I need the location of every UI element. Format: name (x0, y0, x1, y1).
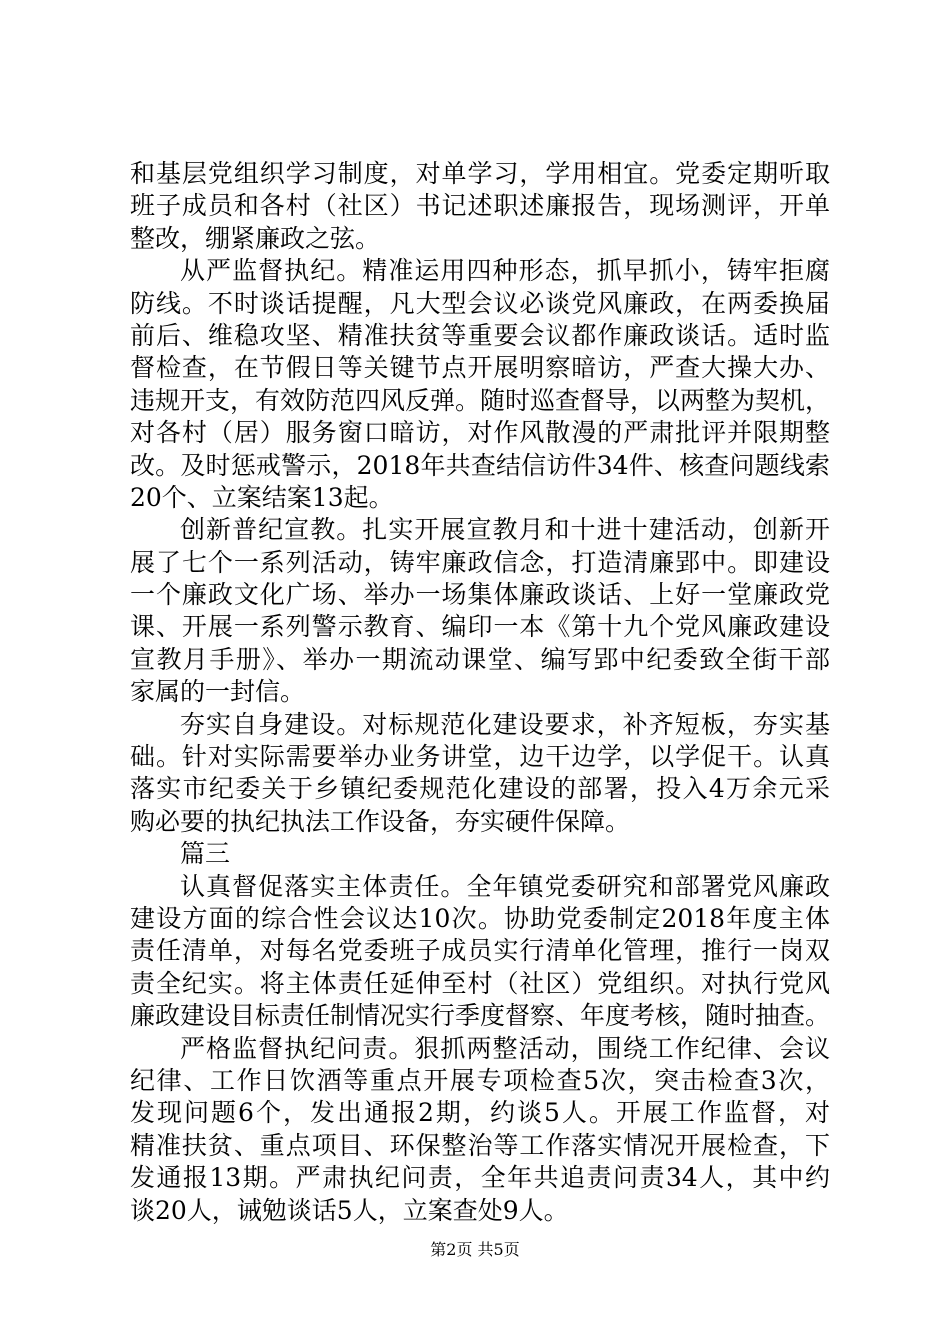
paragraph-heading-line: 严格监督执纪问责。狠抓两整活动，围绕工作纪律、会议 (180, 1033, 830, 1063)
text-line: 整改，绷紧廉政之弦。 (130, 223, 381, 253)
paragraph-heading-line: 从严监督执纪。精准运用四种形态，抓早抓小，铸牢拒腐 (180, 256, 830, 286)
text-line: 一个廉政文化广场、举办一场集体廉政谈话、上好一堂廉政党 (130, 580, 830, 610)
document-body (130, 158, 830, 1227)
text-line: 谈20人，诫勉谈话5人，立案查处9人。 (130, 1195, 569, 1225)
paragraph-heading-line: 创新普纪宣教。扎实开展宣教月和十进十建活动，创新开 (180, 515, 830, 545)
text-line: 发通报13期。严肃执纪问责，全年共追责问责34人，其中约 (130, 1163, 830, 1193)
text-line: 家属的一封信。 (130, 677, 306, 707)
text-line: 展了七个一系列活动，铸牢廉政信念，打造清廉郢中。即建设 (130, 547, 830, 577)
paragraph-heading-line: 夯实自身建设。对标规范化建设要求，补齐短板，夯实基 (180, 709, 830, 739)
text-line: 课、开展一系列警示教育、编印一本《第十九个党风廉政建设 (130, 612, 830, 642)
text-line: 责任清单，对每名党委班子成员实行清单化管理，推行一岗双 (130, 936, 830, 966)
text-line: 础。针对实际需要举办业务讲堂，边干边学，以学促干。认真 (130, 742, 830, 772)
text-line: 宣教月手册》、举办一期流动课堂、编写郢中纪委致全街干部 (130, 644, 830, 674)
text-line: 防线。不时谈话提醒，凡大型会议必谈党风廉政，在两委换届 (130, 288, 830, 318)
text-line: 20个、立案结案13起。 (130, 482, 394, 512)
paragraph-heading-line: 认真督促落实主体责任。全年镇党委研究和部署党风廉政 (180, 871, 830, 901)
text-line: 前后、维稳攻坚、精准扶贫等重要会议都作廉政谈话。适时监 (130, 320, 830, 350)
text-line: 落实市纪委关于乡镇纪委规范化建设的部署，投入4万余元采 (130, 774, 830, 804)
text-line: 督检查，在节假日等关键节点开展明察暗访，严查大操大办、 (130, 353, 830, 383)
text-line: 精准扶贫、重点项目、环保整治等工作落实情况开展检查，下 (130, 1130, 830, 1160)
section-title: 篇三 (180, 839, 231, 869)
text-line: 纪律、工作日饮酒等重点开展专项检查5次，突击检查3次， (130, 1065, 830, 1095)
text-line: 班子成员和各村（社区）书记述职述廉报告，现场测评，开单 (130, 191, 830, 221)
text-line: 和基层党组织学习制度，对单学习，学用相宜。党委定期听取 (130, 159, 830, 188)
text-line: 发现问题6个，发出通报2期，约谈5人。开展工作监督，对 (130, 1098, 830, 1128)
text-line: 对各村（居）服务窗口暗访，对作风散漫的严肃批评并限期整 (130, 418, 830, 448)
text-line: 购必要的执纪执法工作设备，夯实硬件保障。 (130, 806, 631, 836)
text-line: 建设方面的综合性会议达10次。协助党委制定2018年度主体 (130, 903, 830, 933)
text-line: 改。及时惩戒警示，2018年共查结信访件34件、核查问题线索 (130, 450, 830, 480)
page-number-footer: 第2页 共5页 (430, 1240, 520, 1259)
text-line: 责全纪实。将主体责任延伸至村（社区）党组织。对执行党风 (130, 968, 830, 998)
text-line: 廉政建设目标责任制情况实行季度督察、年度考核，随时抽查。 (130, 1001, 831, 1031)
text-line: 违规开支，有效防范四风反弹。随时巡查督导，以两整为契机， (130, 385, 831, 415)
